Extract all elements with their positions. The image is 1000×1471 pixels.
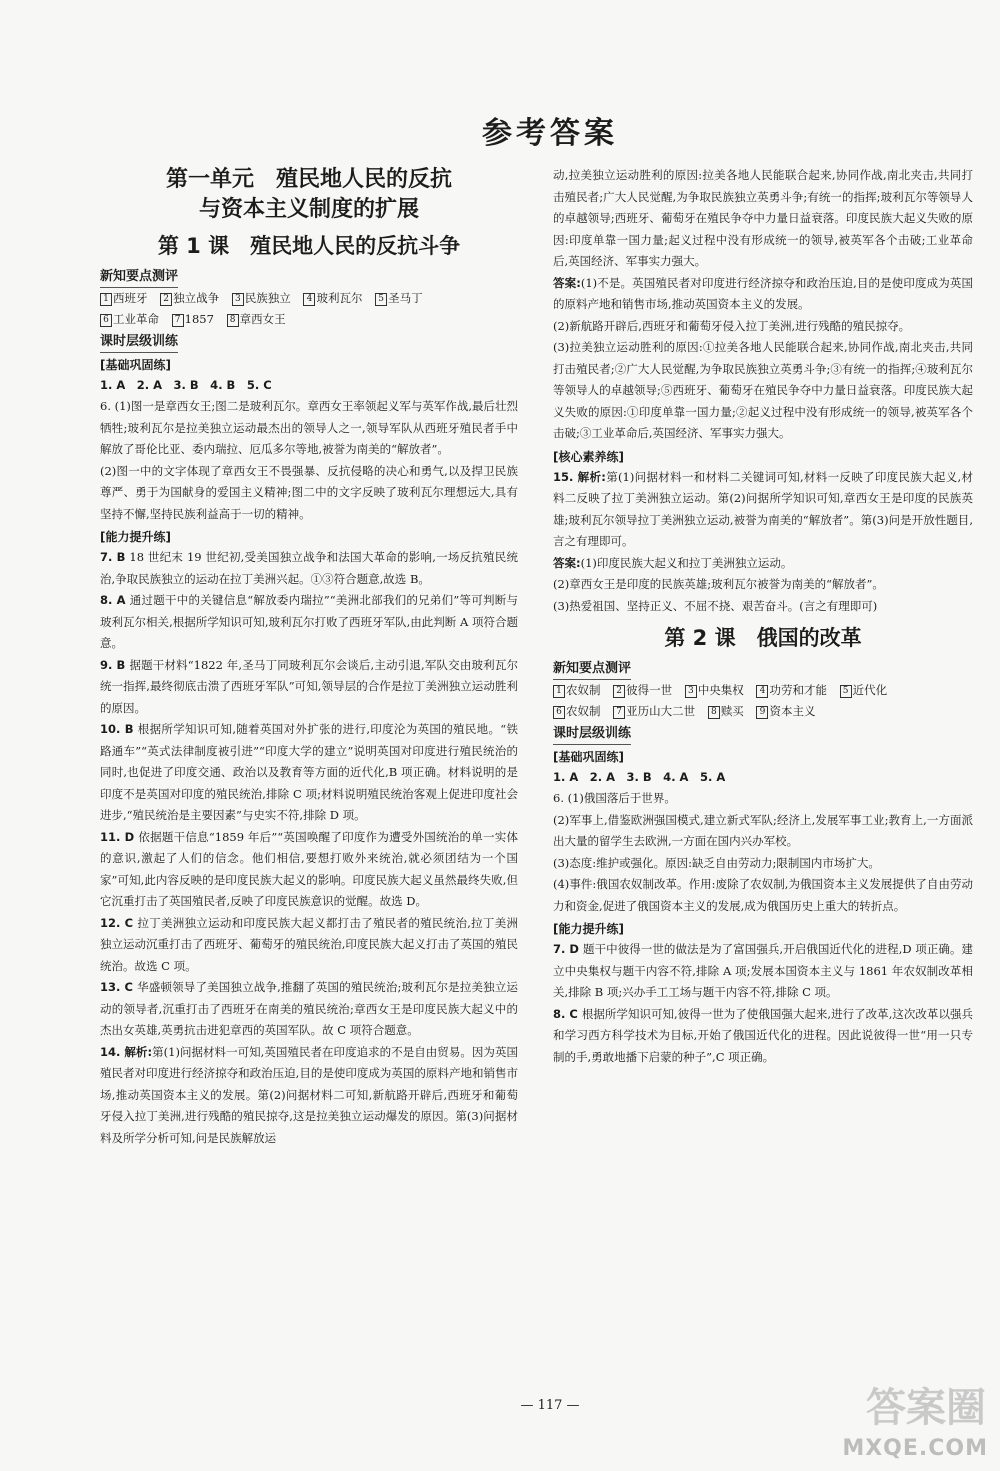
kp-item: 2 独立战争 xyxy=(160,291,219,305)
kp-item: 6 农奴制 xyxy=(553,704,601,718)
q6-part1: 6. (1)图一是章西女王;图二是玻利瓦尔。章西女王率领起义军与英军作战,最后壮烈牺牲;玻利瓦尔是拉美独立运动最杰出的领导人之一,领导军队从西班牙殖民者手中解放了哥伦比亚、委内瑞拉、厄瓜多尔等地,被誉为南美的“解放者”。 xyxy=(100,399,518,456)
unit-heading-line1: 第一单元 殖民地人民的反抗 xyxy=(165,167,452,192)
section-practice-2: 课时层级训练 xyxy=(553,724,631,745)
l2-q6-4: (4)事件:俄国农奴制改革。作用:废除了农奴制,为俄国资本主义发展提供了自由劳动力和资金,促进了俄国资本主义的发展,成为俄国历史上重大的转折点。 xyxy=(553,877,973,913)
mc-answers: 1. A 2. A 3. B 4. B 5. C xyxy=(100,378,272,392)
mc-answers-2: 1. A 2. A 3. B 4. A 5. A xyxy=(553,770,726,784)
q14-answer-2: (2)新航路开辟后,西班牙和葡萄牙侵入拉丁美洲,进行残酷的殖民掠夺。 xyxy=(553,318,911,333)
q11: 11. D 依据题干信息“1859 年后”“英国唤醒了印度作为遭受外国统治的单一实体的意识,激起了人们的信念。他们相信,要想打败外来统治,就必须团结为一个国家”可知,此内容反映的是印度民族大起义的影响。印度民族大起义虽然最终失败,但它沉重打击了英国殖民者,反映了印度民族意识的觉醒。故选 D。 xyxy=(100,829,519,908)
kp-item: 1 西班牙 xyxy=(100,291,148,305)
q6-part2: (2)图一中的文字体现了章西女王不畏强暴、反抗侵略的决心和勇气,以及捍卫民族尊严、勇于为国献身的爱国主义精神;图二中的文字反映了玻利瓦尔理想远大,具有坚持不懈,坚持民族利益高于一切的精神。 xyxy=(100,463,518,521)
knowledge-points-row-1 xyxy=(553,680,973,701)
kp-item: 4 玻利瓦尔 xyxy=(303,291,362,305)
l2-q6-1: 6. (1)俄国落后于世界。 xyxy=(553,791,676,805)
knowledge-points-row-2 xyxy=(553,701,973,722)
kp-item: 6 工业革命 xyxy=(100,312,159,326)
kp-item: 2 彼得一世 xyxy=(613,683,672,697)
q14-answer-3: (3)拉美独立运动胜利的原因:①拉美各地人民能联合起来,协同作战,南北夹击,共同打击殖民者;②广大人民觉醒,为争取民族独立英勇斗争;③有统一的指挥;④玻利瓦尔等领导人的卓越领导;⑤西班牙、葡萄牙在殖民争夺中力量日益衰落。印度民族大起义失败的原因:①印度单靠一国力量;②起义过程中没有形成统一的领导,被英军各个击破;③工业革命后,英国经济、军事实力强大。 xyxy=(553,340,973,440)
unit-heading xyxy=(100,165,518,225)
l2-q8: 8. C 根据所学知识可知,彼得一世为了使俄国强大起来,进行了改革,这次改革以强兵和学习西方科学技术为目标,开始了俄国近代化的进程。因此说彼得一世“用一只专制的手,勇敢地播下启蒙的种子”,C 项正确。 xyxy=(553,1006,973,1064)
q14-continued: 动,拉美独立运动胜利的原因:拉美各地人民能联合起来,协同作战,南北夹击,共同打击殖民者;广大人民觉醒,为争取民族独立英勇斗争;有统一的指挥;玻利瓦尔等领导人的卓越领导;西班牙、葡萄牙在殖民争夺中力量日益衰落。印度民族大起义失败的原因:印度单靠一国力量;起义过程中没有形成统一的领导,被英军各个击破;工业革命后,英国经济、军事实力强大。 xyxy=(553,168,973,268)
q15-answer-2: (2)章西女王是印度的民族英雄;玻利瓦尔被誉为南美的“解放者”。 xyxy=(553,577,884,591)
section-practice: 课时层级训练 xyxy=(100,332,178,353)
q14-answer-1: 答案:(1)不是。英国殖民者对印度进行经济掠夺和政治压迫,目的是使印度成为英国的原料产地和销售市场,推动英国资本主义的发展。 xyxy=(553,275,973,311)
sub-basic-2: [基础巩固练] xyxy=(553,750,624,764)
sub-ability: [能力提升练] xyxy=(100,530,171,544)
sub-ability-2: [能力提升练] xyxy=(553,922,624,936)
kp-item: 1 农奴制 xyxy=(553,683,601,697)
kp-item: 4 功劳和才能 xyxy=(756,683,827,697)
kp-item: 7 1857 xyxy=(172,312,214,326)
section-knowledge-points-2: 新知要点测评 xyxy=(553,659,631,680)
kp-item: 9 资本主义 xyxy=(756,704,815,718)
l2-q6-3: (3)态度:维护或强化。原因:缺乏自由劳动力;限制国内市场扩大。 xyxy=(553,855,880,870)
watermark-logo: 答案圈 xyxy=(866,1385,986,1431)
kp-item: 3 中央集权 xyxy=(685,683,744,697)
page-number: — 117 — xyxy=(520,1398,580,1413)
q15-answer-1: 答案:(1)印度民族大起义和拉丁美洲独立运动。 xyxy=(553,555,793,570)
kp-item: 5 圣马丁 xyxy=(375,291,423,305)
lesson-2-title: 第 2 课 俄国的改革 xyxy=(664,626,862,650)
l2-q6-2: (2)军事上,借鉴欧洲强国模式,建立新式军队;经济上,发展军事工业;教育上,一方面派出大量的留学生去欧洲,一方面在国内兴办军校。 xyxy=(553,812,973,848)
sub-core: [核心素养练] xyxy=(553,449,624,464)
left-column xyxy=(100,165,518,1149)
q8: 8. A 通过题干中的关键信息“解放委内瑞拉”“美洲北部我们的兄弟们”等可判断与玻利瓦尔相关,根据所学知识可知,玻利瓦尔打败了西班牙军队,由此判断 A 项符合题意。 xyxy=(100,593,518,650)
kp-item: 7 亚历山大二世 xyxy=(613,704,695,718)
q12: 12. C 拉丁美洲独立运动和印度民族大起义都打击了殖民者的殖民统治,拉丁美洲独立运动沉重打击了西班牙、葡萄牙的殖民统治,印度民族大起义打击了英国的殖民统治。故选 C 项。 xyxy=(100,915,518,973)
kp-item: 8 章西女王 xyxy=(227,312,286,326)
watermark-url: MXQE.COM xyxy=(842,1436,988,1461)
kp-item: 3 民族独立 xyxy=(232,291,291,305)
q14: 14. 解析:第(1)问据材料一可知,英国殖民者在印度追求的不是自由贸易。因为英国殖民者对印度进行经济掠夺和政治压迫,目的是使印度成为英国的原料产地和销售市场,推动英国资本主义的发展。第(2)问据材料二可知,新航路开辟后,西班牙和葡萄牙侵入拉丁美洲,进行残酷的殖民掠夺,这是拉美独立运动爆发的原因。第(3)问据材料及所学分析可知,问是民族解放运 xyxy=(100,1044,518,1145)
knowledge-points-row-2 xyxy=(100,309,518,330)
q15: 15. 解析:第(1)问据材料一和材料二关键词可知,材料一反映了印度民族大起义,材料二反映了拉丁美洲独立运动。第(2)问据所学知识可知,章西女王是印度的民族英雄;玻利瓦尔领导拉丁美洲独立运动,被誉为南美的“解放者”。第(3)问是开放性题目,言之有理即可。 xyxy=(553,469,973,548)
q7: 7. B 18 世纪末 19 世纪初,受美国独立战争和法国大革命的影响,一场反抗殖民统治,争取民族独立的运动在拉丁美洲兴起。①③符合题意,故选 B。 xyxy=(100,550,518,586)
section-knowledge-points: 新知要点测评 xyxy=(100,267,178,288)
kp-item: 5 近代化 xyxy=(840,683,888,697)
unit-heading-line2: 与资本主义制度的扩展 xyxy=(198,197,419,222)
q10: 10. B 根据所学知识可知,随着英国对外扩张的进行,印度沦为英国的殖民地。“铁路通车”“英式法律制度被引进”“印度大学的建立”说明英国对印度进行殖民统治的同时,也促进了印度交通、政治以及教育等方面的近代化,B 项正确。材料说明的是印度不是英国对印度的殖民统治,排除 C 项;材料说明殖民统治客观上促进印度社会进步,“殖民统治是主要因素”与史实不符,排除 D 项。 xyxy=(100,722,518,822)
q13: 13. C 华盛顿领导了美国独立战争,推翻了英国的殖民统治;玻利瓦尔是拉美独立运动的领导者,沉重打击了西班牙在南美的殖民统治;章西女王是印度民族大起义中的杰出女英雄,英勇抗击进犯章西的英国军队。故 C 项符合题意。 xyxy=(100,980,518,1037)
right-column xyxy=(553,165,973,1068)
q15-answer-3: (3)热爱祖国、坚持正义、不屈不挠、艰苦奋斗。(言之有理即可) xyxy=(553,598,878,613)
page-title: 参考答案 xyxy=(482,116,618,151)
sub-basic: [基础巩固练] xyxy=(100,358,171,372)
kp-item: 8 赎买 xyxy=(708,704,744,718)
l2-q7: 7. D 题干中彼得一世的做法是为了富国强兵,开启俄国近代化的进程,D 项正确。建立中央集权与题干内容不符,排除 A 项;发展本国资本主义与 1861 年农奴制改革相关,排除 B 项;兴办手工工场与题干内容不符,排除 C 项。 xyxy=(553,942,974,999)
lesson-1-title: 第 1 课 殖民地人民的反抗斗争 xyxy=(157,234,461,258)
knowledge-points-row-1 xyxy=(100,288,518,309)
q9: 9. B 据题干材料“1822 年,圣马丁同玻利瓦尔会谈后,主动引退,军队交由玻利瓦尔统一指挥,最终彻底击溃了西班牙军队”可知,领导层的合作是拉丁美洲独立运动胜利的原因。 xyxy=(100,657,519,715)
